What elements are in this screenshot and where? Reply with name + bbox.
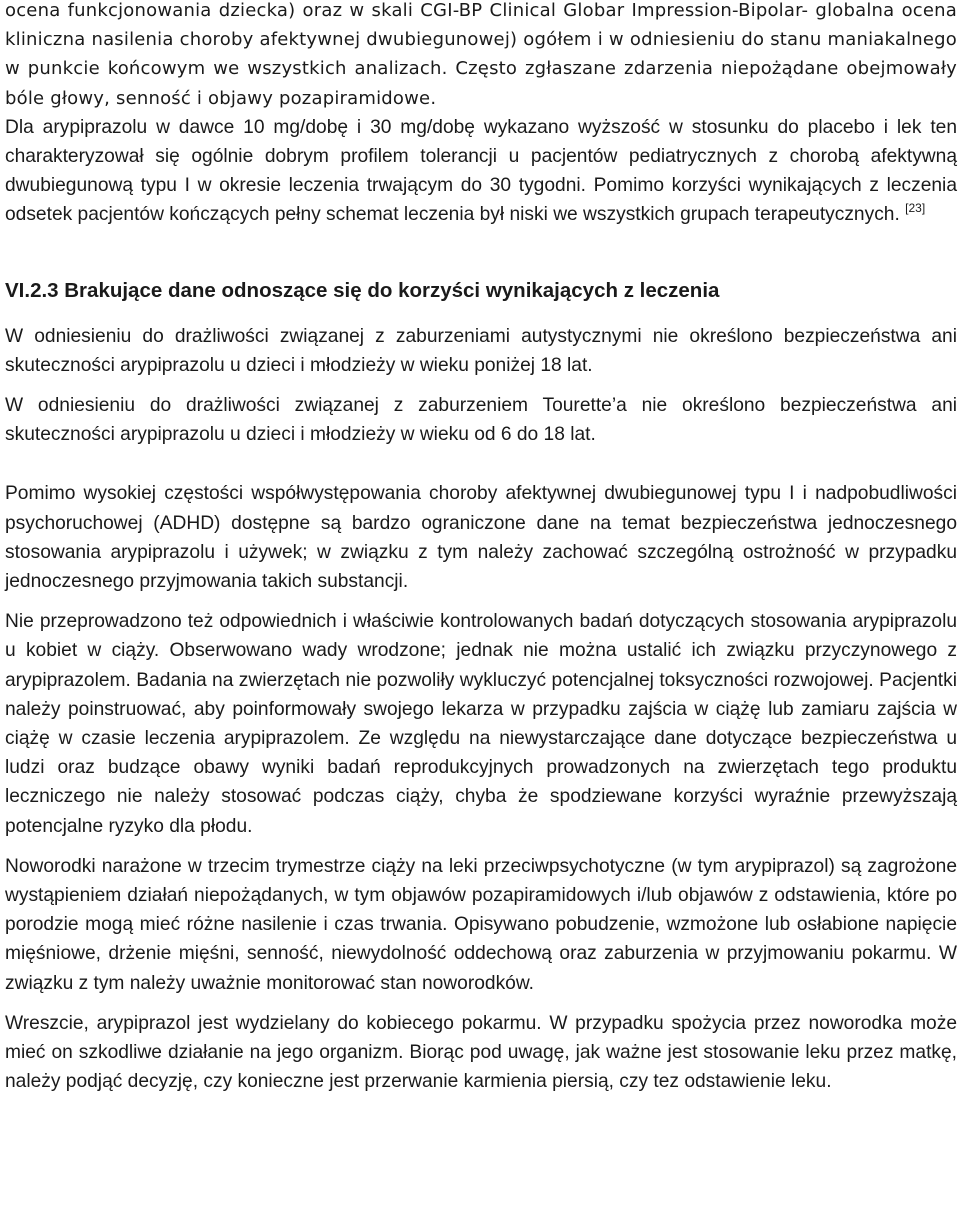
- paragraph-breastfeeding: Wreszcie, arypiprazol jest wydzielany do kobiecego pokarmu. W przypadku spożycia przez noworodka może mieć on szkodliwe działanie na jego organizm. Biorąc pod uwagę, jak ważne jest stosowanie leku przez matkę, należy podjąć decyzję, czy konieczne jest przerwanie karmienia piersią, czy tez odstawienie leku.: [5, 1012, 957, 1093]
- paragraph-adhd: Pomimo wysokiej częstości współwystępowania choroby afektywnej dwubiegunowej typu I i nadpobudliwości psychoruchowej (ADHD) dostępne są bardzo ograniczone dane na temat bezpieczeństwa jednoczesnego stosowania arypiprazolu i używek; w związku z tym należy zachować szczególną ostrożność w przypadku jednoczesnego przyjmowania takich substancji.: [5, 483, 957, 593]
- paragraph-neonates: Noworodki narażone w trzecim trymestrze ciąży na leki przeciwpsychotyczne (w tym arypiprazol) są zagrożone wystąpieniem działań niepożądanych, w tym objawów pozapiramidowych i/lub objawów z odstawienia, które po porodzie mogą mieć różne nasilenie i czas trwania. Opisywano pobudzenie, wzmożone lub osłabione napięcie mięśniowe, drżenie mięśni, senność, niewydolność oddechową oraz zaburzenia w przyjmowaniu pokarmu. W związku z tym należy uważnie monitorować stan noworodków.: [5, 855, 957, 994]
- citation-reference: [23]: [905, 201, 926, 216]
- intro-paragraph-b-text: Dla arypiprazolu w dawce 10 mg/dobę i 30 mg/dobę wykazano wyższość w stosunku do placebo i lek ten charakteryzował się ogólnie dobrym profilem tolerancji u pacjentów pediatrycznych z chorobą afektywną dwubiegunową typu I w okresie leczenia trwającym do 30 tygodni. Pomimo korzyści wynikających z leczenia odsetek pacjentów kończących pełny schemat leczenia był niski we wszystkich grupach terapeutycznych.: [5, 116, 957, 226]
- intro-block: [5, 0, 957, 230]
- intro-paragraph-a: ocena funkcjonowania dziecka) oraz w skali CGI-BP Clinical Globar Impression-Bipolar- globalna ocena kliniczna nasilenia choroby afektywnej dwubiegunowej) ogółem i w odniesieniu do stanu maniakalnego w punkcie końcowym we wszystkich analizach. Często zgłaszane zdarzenia niepożądane obejmowały bóle głowy, senność i objawy pozapiramidowe.: [5, 0, 957, 109]
- paragraph-autism: W odniesieniu do drażliwości związanej z zaburzeniami autystycznymi nie określono bezpieczeństwa ani skuteczności arypiprazolu u dzieci i młodzieży w wieku poniżej 18 lat.: [5, 325, 957, 376]
- paragraph-pregnancy: Nie przeprowadzono też odpowiednich i właściwie kontrolowanych badań dotyczących stosowania arypiprazolu u kobiet w ciąży. Obserwowano wady wrodzone; jednak nie można ustalić ich związku przyczynowego z arypiprazolem. Badania na zwierzętach nie pozwoliły wykluczyć potencjalnej toksyczności rozwojowej. Pacjentki należy poinstruować, aby poinformowały swojego lekarza w przypadku zajścia w ciążę lub zamiaru zajścia w ciążę w czasie leczenia arypiprazolem. Ze względu na niewystarczające dane dotyczące bezpieczeństwa u ludzi oraz budzące obawy wyniki badań reprodukcyjnych prowadzonych na zwierzętach tego produktu leczniczego nie należy stosować podczas ciąży, chyba że spodziewane korzyści wyraźnie przewyższają potencjalne ryzyko dla płodu.: [5, 611, 957, 837]
- intro-paragraph-b: [5, 113, 957, 230]
- section-heading: VI.2.3 Brakujące dane odnoszące się do korzyści wynikających z leczenia: [5, 278, 720, 302]
- paragraph-tourette: W odniesieniu do drażliwości związanej z zaburzeniem Tourette’a nie określono bezpieczeństwa ani skuteczności arypiprazolu u dzieci i młodzieży w wieku od 6 do 18 lat.: [5, 395, 957, 446]
